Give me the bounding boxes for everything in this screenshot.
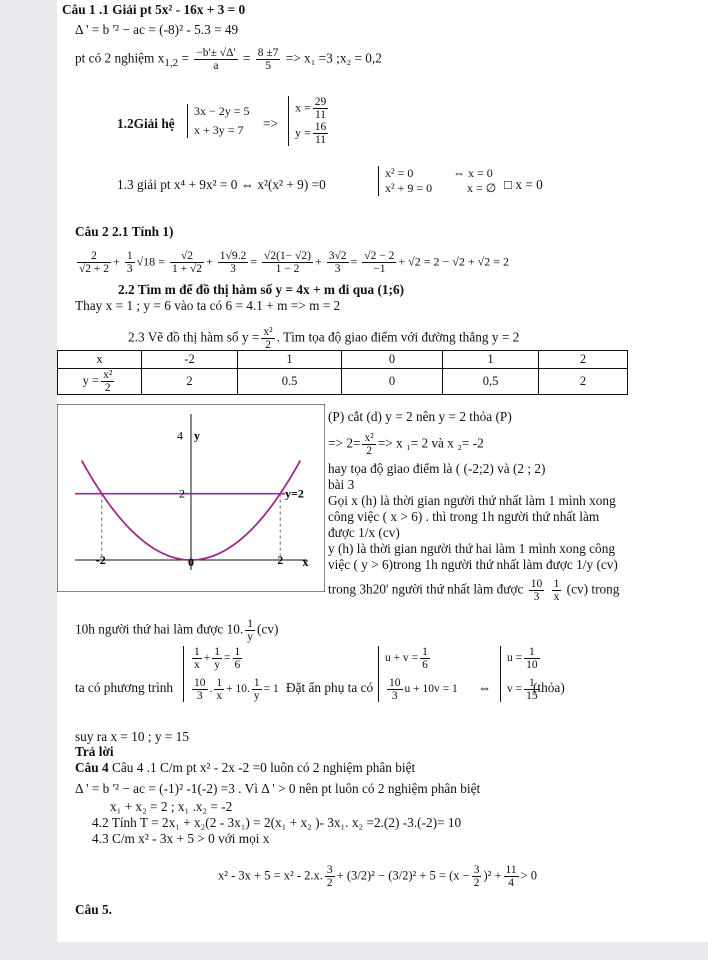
parabola-graph xyxy=(57,404,325,592)
q12-eq1: 3x − 2y = 5 xyxy=(194,104,250,118)
q22-solution: Thay x = 1 ; y = 6 vào ta có 6 = 4.1 + m => m = 2 xyxy=(75,298,341,313)
q3-sol-u: u = $\frac{1}{10}$ xyxy=(507,646,538,671)
table-row xyxy=(58,369,628,395)
tick-neg2: -2 xyxy=(95,553,106,568)
table-cell: 2 xyxy=(142,369,238,395)
q3-result: suy ra x = 10 ; y = 15 xyxy=(75,729,189,744)
right-line-2: => 2= $\frac{\text{x²}}{2}$ => x ₁= 2 và x ₂= -2 xyxy=(328,432,484,457)
q3-sol-v: v = $\frac{1}{15}$ xyxy=(507,677,538,702)
q1-roots-label: pt có 2 nghiệm x xyxy=(75,50,165,66)
q3-sub-eq-1: u + v = $\frac{1}{6}$ xyxy=(385,646,428,671)
q12-arrow: => xyxy=(263,116,278,131)
q4-line-2: Δ ' = b '² − ac = (-1)² -1(-2) =3 . Vì Δ ' > 0 nên pt luôn có 2 nghiệm phân biệt xyxy=(75,781,481,796)
label-x: x xyxy=(302,555,309,570)
viewer-bottom-strip xyxy=(0,942,708,960)
table-cell: 1 xyxy=(443,351,539,369)
q12-solution xyxy=(288,96,330,146)
answer-label: Trả lời xyxy=(75,744,114,759)
q12-eq2: x + 3y = 7 xyxy=(194,123,244,137)
q3-equation-system xyxy=(183,646,279,702)
q4-line-1: Câu 4 Câu 4 .1 C/m pt x² - 2x -2 =0 luôn có 2 nghiệm phân biệt xyxy=(75,760,416,775)
right-line-9: việc ( y > 6)trong 1h người thứ nhất làm được 1/y (cv) xyxy=(328,557,618,572)
table-cell: 1 xyxy=(238,351,342,369)
table-cell: 2 xyxy=(539,369,628,395)
q1-roots: pt có 2 nghiệm $x_{1,2}$ = $\frac{-b'\pm √\Delta'}{a}$ = $\frac{8 \pm 7}{5}$ => x₁ =3 ;x₂ = 0,2 xyxy=(75,47,382,72)
q4-line-5: 4.3 C/m x² - 3x + 5 > 0 với mọi x xyxy=(92,831,270,846)
q23-title: 2.3 Vẽ đồ thị hàm số y = $\frac{\text{x²}}{2}$ . Tìm tọa độ giao điểm với đường thẳng y = 2 xyxy=(128,326,520,351)
label-2: 2 xyxy=(179,486,185,501)
table-cell: 2 xyxy=(539,351,628,369)
table-row-label: y = $\frac{\text{x²}}{2}$ xyxy=(58,369,142,395)
table-cell: x xyxy=(58,351,142,369)
table-row xyxy=(58,351,628,369)
right-line-1: (P) cắt (d) y = 2 nên y = 2 thỏa (P) xyxy=(328,409,512,424)
q1-frac-value: $\frac{8 \pm 7}{5}$ xyxy=(257,47,279,72)
table-cell: 0 xyxy=(342,369,443,395)
q3-sub-system xyxy=(378,646,458,702)
q3-sub-eq-2: $\frac{10}{3}$ u + 10v = 1 xyxy=(389,677,458,702)
table-cell: 0 xyxy=(342,351,443,369)
label-y: y xyxy=(194,428,200,443)
q13-system-a: x² = 0 x² + 9 = 0 xyxy=(378,166,432,196)
table-cell: -2 xyxy=(142,351,238,369)
q13-result: □ x = 0 xyxy=(504,177,543,192)
q3-iff: ⇔ xyxy=(478,680,492,695)
tick-0: 0 xyxy=(188,555,194,570)
right-line-5: Gọi x (h) là thời gian người thứ nhất làm 1 mình xong xyxy=(328,493,616,508)
right-line-10: trong 3h20' người thứ nhất làm được $\frac{10}{3}$ $\frac{1}{x}$ (cv) trong xyxy=(328,578,620,603)
right-line-4: bài 3 xyxy=(328,477,355,492)
value-table xyxy=(57,350,628,395)
q3-eq-2: $\frac{10}{3}$ . $\frac{1}{x}$ + 10. $\frac{1}{y}$ = 1 xyxy=(194,677,279,702)
right-line-7: được 1/x (cv) xyxy=(328,525,400,540)
q3-sub-label: Đặt ẩn phụ ta có xyxy=(286,680,374,695)
label-4: 4 xyxy=(177,428,183,443)
q13-system-b: ⇔ x = 0 x = ∅ xyxy=(453,166,497,195)
right-line-3: hay tọa độ giao điểm là ( (-2;2) và (2 ; 2) xyxy=(328,461,546,476)
q21-calculation: $\frac{2}{√2 + 2}$ + $\frac{1}{3}$ √18 = $\frac{√2}{1 + √2}$ + $\frac{1√9.2}{3}$ = $\frac{√2(1- √2)}{1 - 2}$ + $\frac{3√2}{3}$ = $\frac{√2 - 2}{-1}$ + √2 = 2 − √2 + √2 = 2 xyxy=(79,250,509,275)
q1-roots-result: => x₁ =3 ;x₂ = 0,2 xyxy=(285,50,382,66)
table-cell: 0.5 xyxy=(238,369,342,395)
q5-title: Câu 5. xyxy=(75,902,112,917)
q1-frac-formula: $\frac{-b'\pm √\Delta'}{a}$ xyxy=(196,47,236,72)
q22-title: 2.2 Tìm m để đồ thị hàm số y = 4x + m đi qua (1;6) xyxy=(118,282,405,297)
right-line-6: công việc ( x > 6) . thì trong 1h người thứ nhất làm xyxy=(328,509,600,524)
q12-sol-x: x = $\frac{29}{11}$ xyxy=(295,96,327,121)
tick-2: 2 xyxy=(277,553,284,568)
q2-title: Câu 2 2.1 Tính 1) xyxy=(75,224,174,239)
q1-title: Câu 1 .1 Giải pt 5x² - 16x + 3 = 0 xyxy=(62,2,246,17)
q3-equation-label: ta có phương trình xyxy=(75,680,174,695)
line-label: y=2 xyxy=(285,486,304,501)
table-cell: 0,5 xyxy=(443,369,539,395)
q12-system xyxy=(187,104,250,138)
q3-line-1: 10h người thứ hai làm được 10. $\frac{1}{y}$ (cv) xyxy=(75,618,279,643)
right-line-8: y (h) là thời gian người thứ hai làm 1 mình xong công xyxy=(328,541,615,556)
q13-equation: 1.3 giải pt x⁴ + 9x² = 0 ⇔ x²(x² + 9) =0 xyxy=(117,177,326,192)
q3-satisfied: (thỏa) xyxy=(533,680,565,695)
q3-eq-1: $\frac{1}{x}$ + $\frac{1}{y}$ = $\frac{1}{6}$ xyxy=(194,646,241,671)
q1-delta: Δ ' = b '² − ac = (-8)² - 5.3 = 49 xyxy=(75,22,239,37)
q4-line-3: x₁ + x₂ = 2 ; x₁ .x₂ = -2 xyxy=(110,799,233,814)
q4-line-4: 4.2 Tính T = 2x₁ + x₂(2 - 3x₁) = 2(x₁ + x₂ )- 3x₁. x₂ =2.(2) -3.(-2)= 10 xyxy=(92,815,462,830)
q12-sol-y: y = $\frac{16}{11}$ xyxy=(295,121,327,146)
q12-label: 1.2Giải hệ xyxy=(117,116,175,131)
q1-roots-sub: 1,2 xyxy=(164,57,179,70)
q4-line-6: x² - 3x + 5 = x² - 2.x. $\frac{3}{2}$ + (3/2)² − (3/2)² + 5 = (x − $\frac{3}{2}$ )² + $\frac{11}{4}$ > 0 xyxy=(218,864,538,889)
